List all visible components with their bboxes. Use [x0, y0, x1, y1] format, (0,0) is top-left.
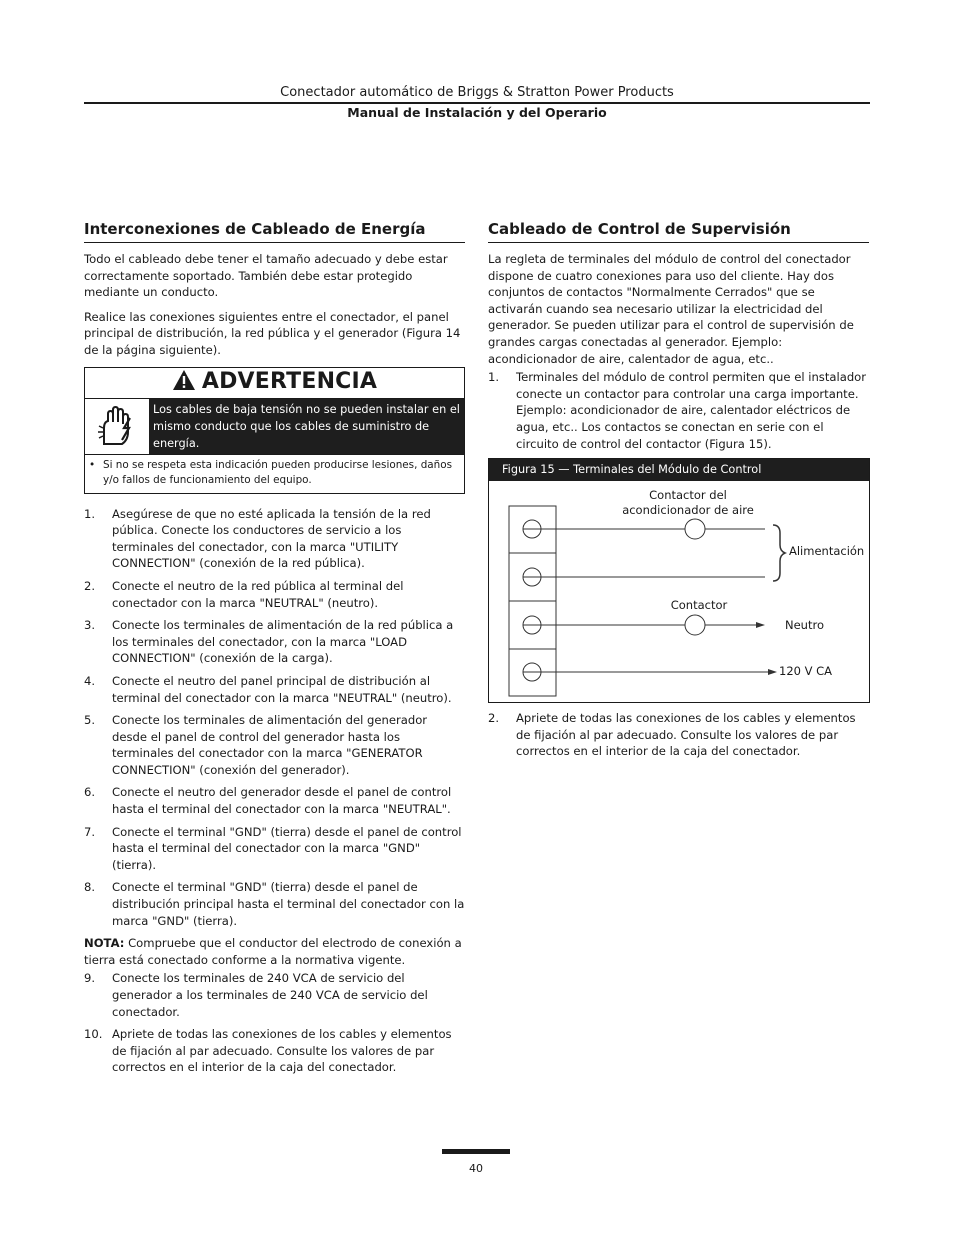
running-header-subtitle: Manual de Instalación y del Operario: [347, 105, 607, 120]
page-number-bar: [442, 1149, 510, 1154]
warning-note: Si no se respeta esta indicación pueden producirse lesiones, daños y/o fallos de funcionamiento del equipo.: [103, 458, 453, 487]
list-item: [84, 673, 465, 706]
step-number: 1.: [488, 370, 500, 385]
step-text: Terminales del módulo de control permiten que el instalador conecte un contactor para controlar una carga importante. Ejemplo: acondicionador de aire, calentador eléctricos de agua, etc.. Los contactos se conectan en serie con el circuito de control del contactor (Figura 15).: [516, 370, 867, 451]
label-neutral: Neutro: [785, 618, 824, 632]
paragraph: Realice las conexiones siguientes entre el conectador, el panel principal de distribución, la red pública y el generador (Figura 14 de la página siguiente).: [84, 309, 461, 357]
step-text: Conecte el neutro del generador desde el panel de control hasta el terminal del conectador con la marca "NEUTRAL".: [112, 785, 452, 817]
step-number: 2.: [84, 578, 96, 593]
step-number: 9.: [84, 971, 96, 986]
step-text: Conecte los terminales de alimentación del generador desde el panel de control del generador hasta los terminales del conectador con la marca "GENERATOR CONNECTION" (conexión del generador).: [112, 713, 428, 777]
step-text: Apriete de todas las conexiones de los cables y elementos de fijación al par adecuado. Consulte los valores de par correctos en el interior de la caja del conectador.: [112, 1027, 452, 1075]
warning-header: [85, 368, 464, 399]
ac-contactor-coil: [685, 519, 705, 539]
step-number: 10.: [84, 1027, 103, 1042]
header-rule: [84, 102, 870, 104]
control-steps-continued: [488, 710, 869, 760]
step-number: 5.: [84, 713, 96, 728]
label-ac-contactor: acondicionador de aire: [622, 503, 754, 517]
paragraph: La regleta de terminales del módulo de control del conectador dispone de cuatro conexiones para uso del cliente. Hay dos conjuntos de contactos "Normalmente Cerrados" que se activarán cuando sea necesario utilizar la electricidad del generador. Se pueden utilizar para el control de supervisión de grandes cargas conectadas al generador. Ejemplo: acondicionador de aire, calentador de agua, etc..: [488, 252, 854, 366]
section-title-supervisory-control: Cableado de Control de Supervisión: [488, 220, 869, 243]
electric-shock-hand-icon: [85, 399, 149, 454]
list-item: [84, 970, 465, 1020]
right-column-continued: [488, 710, 869, 766]
step-text: Conecte el terminal "GND" (tierra) desde el panel de control hasta el terminal del conectador con la marca "GND" (tierra).: [112, 824, 462, 872]
step-number: 3.: [84, 618, 96, 633]
list-item: [84, 506, 465, 572]
section-title-power-wiring: Interconexiones de Cableado de Energía: [84, 220, 465, 243]
step-text: Conecte el terminal "GND" (tierra) desde el panel de distribución principal hasta el terminal del conectador con la marca "GND" (tierra).: [112, 880, 465, 928]
label-contactor: Contactor: [670, 598, 728, 612]
step-number: 2.: [488, 711, 500, 725]
warning-box: [84, 367, 465, 494]
step-number: 4.: [84, 673, 96, 688]
list-item: [84, 824, 465, 874]
list-item: [84, 578, 465, 611]
list-item: [84, 617, 465, 667]
figure-control-terminals: [488, 458, 870, 703]
terminal-diagram: [489, 459, 869, 702]
step-text: Asegúrese de que no esté aplicada la tensión de la red pública. Conecte los conductores de servicio a los terminales del conectador, con la marca "UTILITY CONNECTION" (conexión de la red pública).: [112, 506, 431, 571]
note-label: NOTA:: [84, 936, 125, 951]
bullet: •: [89, 458, 96, 471]
label-ac-contactor: Contactor del: [649, 488, 727, 502]
note-paragraph: [84, 935, 465, 968]
list-item: [84, 784, 465, 817]
power-brace: [773, 525, 785, 581]
step-text: Conecte el neutro del panel principal de distribución al terminal del conectador con la marca "NEUTRAL" (neutro).: [112, 673, 452, 705]
contactor-coil: [685, 615, 705, 635]
list-item: [84, 1026, 465, 1076]
page-number: 40: [469, 1162, 483, 1175]
step-text: Apriete de todas las conexiones de los cables y elementos de fijación al par adecuado. Consulte los valores de par correctos en el interior de la caja del conectador.: [516, 711, 856, 759]
list-item: [488, 710, 869, 760]
note-text: Compruebe que el conductor del electrodo de conexión a tierra está conectado conforme a la normativa vigente.: [84, 936, 462, 967]
list-item: [84, 879, 465, 929]
step-number: 1.: [84, 506, 96, 521]
step-text: Conecte los terminales de alimentación de la red pública a los terminales del conectador, con la marca "LOAD CONNECTION" (conexión de la carga).: [112, 618, 454, 666]
running-header-title: Conectador automático de Briggs & Stratton Power Products: [280, 85, 674, 100]
label-power: Alimentación: [789, 544, 865, 558]
paragraph: Todo el cableado debe tener el tamaño adecuado y debe estar correctamente soportado. También debe estar protegido mediante un conducto.: [84, 252, 448, 300]
list-item: [488, 369, 869, 452]
power-wiring-steps-continued: [84, 970, 465, 1076]
label-120v: 120 V CA: [779, 664, 833, 678]
power-wiring-steps: [84, 506, 465, 930]
left-column: [84, 220, 465, 1082]
step-text: Conecte el neutro de la red pública al terminal del conectador con la marca "NEUTRAL" (neutro).: [112, 578, 404, 610]
step-number: 7.: [84, 824, 96, 839]
list-item: [84, 712, 465, 778]
right-column: [488, 220, 869, 458]
warning-title: ADVERTENCIA: [201, 369, 378, 395]
warning-triangle-icon: [172, 369, 196, 396]
step-text: Conecte los terminales de 240 VCA de servicio del generador a los terminales de 240 VCA de servicio del conectador.: [112, 971, 428, 1019]
step-number: 6.: [84, 785, 96, 800]
step-number: 8.: [84, 880, 96, 895]
control-steps: [488, 369, 869, 452]
warning-text: Los cables de baja tensión no se pueden instalar en el mismo conducto que los cables de suministro de energía.: [149, 399, 464, 454]
figure-caption: Figura 15 — Terminales del Módulo de Control: [489, 459, 869, 481]
